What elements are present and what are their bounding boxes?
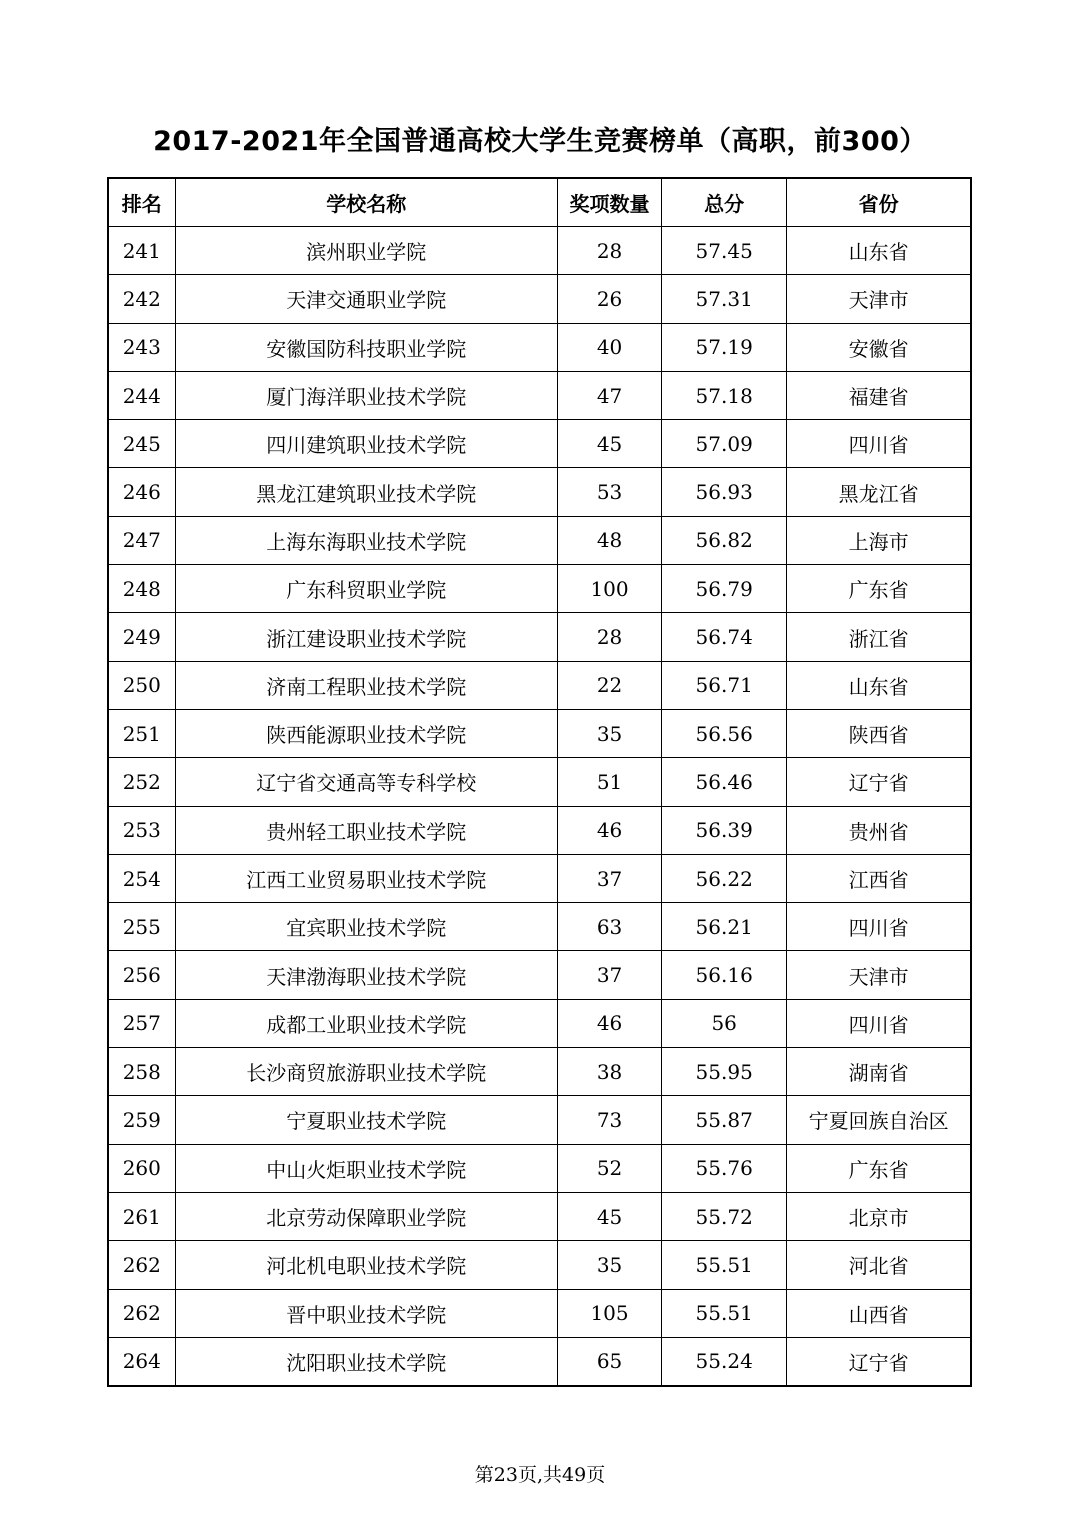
cell-score: 56.21 bbox=[662, 903, 787, 951]
cell-school: 长沙商贸旅游职业技术学院 bbox=[175, 1048, 557, 1096]
cell-school: 广东科贸职业学院 bbox=[175, 565, 557, 613]
cell-province: 广东省 bbox=[787, 1144, 971, 1192]
cell-school: 滨州职业学院 bbox=[175, 227, 557, 275]
cell-awards: 48 bbox=[558, 516, 662, 564]
table-row bbox=[108, 565, 971, 613]
cell-rank: 254 bbox=[108, 854, 175, 902]
cell-province: 辽宁省 bbox=[787, 758, 971, 806]
cell-score: 55.51 bbox=[662, 1289, 787, 1337]
table-row bbox=[108, 323, 971, 371]
cell-awards: 38 bbox=[558, 1048, 662, 1096]
page-title: 2017-2021年全国普通高校大学生竞赛榜单（高职，前300） bbox=[153, 126, 927, 157]
cell-province: 天津市 bbox=[787, 275, 971, 323]
cell-score: 55.87 bbox=[662, 1096, 787, 1144]
cell-awards: 28 bbox=[558, 227, 662, 275]
cell-awards: 51 bbox=[558, 758, 662, 806]
cell-province: 四川省 bbox=[787, 903, 971, 951]
cell-awards: 105 bbox=[558, 1289, 662, 1337]
cell-score: 55.24 bbox=[662, 1337, 787, 1386]
cell-score: 56.16 bbox=[662, 951, 787, 999]
cell-score: 56.22 bbox=[662, 854, 787, 902]
cell-rank: 252 bbox=[108, 758, 175, 806]
cell-school: 沈阳职业技术学院 bbox=[175, 1337, 557, 1386]
cell-rank: 260 bbox=[108, 1144, 175, 1192]
cell-province: 贵州省 bbox=[787, 806, 971, 854]
cell-school: 辽宁省交通高等专科学校 bbox=[175, 758, 557, 806]
cell-province: 湖南省 bbox=[787, 1048, 971, 1096]
cell-province: 黑龙江省 bbox=[787, 468, 971, 516]
cell-province: 江西省 bbox=[787, 854, 971, 902]
cell-score: 57.31 bbox=[662, 275, 787, 323]
cell-score: 56.74 bbox=[662, 613, 787, 661]
table-row bbox=[108, 999, 971, 1047]
cell-province: 天津市 bbox=[787, 951, 971, 999]
cell-rank: 259 bbox=[108, 1096, 175, 1144]
cell-school: 黑龙江建筑职业技术学院 bbox=[175, 468, 557, 516]
cell-province: 浙江省 bbox=[787, 613, 971, 661]
cell-score: 57.45 bbox=[662, 227, 787, 275]
cell-rank: 264 bbox=[108, 1337, 175, 1386]
cell-score: 56.39 bbox=[662, 806, 787, 854]
cell-school: 厦门海洋职业技术学院 bbox=[175, 371, 557, 419]
cell-school: 陕西能源职业技术学院 bbox=[175, 709, 557, 757]
cell-rank: 243 bbox=[108, 323, 175, 371]
header-rank: 排名 bbox=[108, 178, 175, 227]
cell-awards: 37 bbox=[558, 854, 662, 902]
cell-awards: 53 bbox=[558, 468, 662, 516]
cell-school: 上海东海职业技术学院 bbox=[175, 516, 557, 564]
cell-awards: 40 bbox=[558, 323, 662, 371]
cell-score: 55.95 bbox=[662, 1048, 787, 1096]
cell-awards: 73 bbox=[558, 1096, 662, 1144]
table-row bbox=[108, 275, 971, 323]
table-row bbox=[108, 709, 971, 757]
header-score: 总分 bbox=[662, 178, 787, 227]
cell-awards: 37 bbox=[558, 951, 662, 999]
cell-rank: 242 bbox=[108, 275, 175, 323]
cell-province: 四川省 bbox=[787, 999, 971, 1047]
cell-awards: 22 bbox=[558, 661, 662, 709]
table-row bbox=[108, 1096, 971, 1144]
cell-score: 56.71 bbox=[662, 661, 787, 709]
table-row bbox=[108, 903, 971, 951]
ranking-table bbox=[107, 177, 972, 1387]
table-row bbox=[108, 1144, 971, 1192]
cell-score: 57.19 bbox=[662, 323, 787, 371]
cell-province: 上海市 bbox=[787, 516, 971, 564]
cell-school: 安徽国防科技职业学院 bbox=[175, 323, 557, 371]
cell-rank: 261 bbox=[108, 1192, 175, 1240]
table-row bbox=[108, 227, 971, 275]
cell-school: 宁夏职业技术学院 bbox=[175, 1096, 557, 1144]
cell-score: 56.46 bbox=[662, 758, 787, 806]
table-row bbox=[108, 420, 971, 468]
cell-awards: 52 bbox=[558, 1144, 662, 1192]
cell-awards: 35 bbox=[558, 1241, 662, 1289]
cell-school: 北京劳动保障职业学院 bbox=[175, 1192, 557, 1240]
table-row bbox=[108, 661, 971, 709]
table-row bbox=[108, 951, 971, 999]
table-row bbox=[108, 516, 971, 564]
cell-score: 56.79 bbox=[662, 565, 787, 613]
table-row bbox=[108, 1048, 971, 1096]
cell-rank: 262 bbox=[108, 1241, 175, 1289]
table-row bbox=[108, 1289, 971, 1337]
cell-awards: 47 bbox=[558, 371, 662, 419]
cell-score: 57.18 bbox=[662, 371, 787, 419]
cell-province: 山西省 bbox=[787, 1289, 971, 1337]
cell-school: 江西工业贸易职业技术学院 bbox=[175, 854, 557, 902]
cell-rank: 258 bbox=[108, 1048, 175, 1096]
table-header-row bbox=[108, 178, 971, 227]
cell-province: 广东省 bbox=[787, 565, 971, 613]
cell-awards: 45 bbox=[558, 1192, 662, 1240]
table-row bbox=[108, 1192, 971, 1240]
cell-awards: 46 bbox=[558, 806, 662, 854]
cell-score: 56.93 bbox=[662, 468, 787, 516]
cell-school: 中山火炬职业技术学院 bbox=[175, 1144, 557, 1192]
cell-province: 福建省 bbox=[787, 371, 971, 419]
cell-score: 55.76 bbox=[662, 1144, 787, 1192]
cell-awards: 26 bbox=[558, 275, 662, 323]
cell-score: 55.72 bbox=[662, 1192, 787, 1240]
cell-awards: 46 bbox=[558, 999, 662, 1047]
cell-rank: 245 bbox=[108, 420, 175, 468]
cell-school: 晋中职业技术学院 bbox=[175, 1289, 557, 1337]
table-row bbox=[108, 758, 971, 806]
cell-school: 天津交通职业学院 bbox=[175, 275, 557, 323]
cell-school: 宜宾职业技术学院 bbox=[175, 903, 557, 951]
cell-rank: 247 bbox=[108, 516, 175, 564]
cell-rank: 250 bbox=[108, 661, 175, 709]
table-row bbox=[108, 806, 971, 854]
cell-province: 四川省 bbox=[787, 420, 971, 468]
cell-rank: 262 bbox=[108, 1289, 175, 1337]
cell-score: 57.09 bbox=[662, 420, 787, 468]
table-row bbox=[108, 1337, 971, 1386]
cell-rank: 244 bbox=[108, 371, 175, 419]
table-row bbox=[108, 613, 971, 661]
cell-rank: 249 bbox=[108, 613, 175, 661]
table-row bbox=[108, 468, 971, 516]
cell-rank: 257 bbox=[108, 999, 175, 1047]
cell-awards: 63 bbox=[558, 903, 662, 951]
header-awards: 奖项数量 bbox=[558, 178, 662, 227]
cell-province: 北京市 bbox=[787, 1192, 971, 1240]
cell-rank: 241 bbox=[108, 227, 175, 275]
cell-rank: 253 bbox=[108, 806, 175, 854]
cell-province: 山东省 bbox=[787, 661, 971, 709]
cell-school: 四川建筑职业技术学院 bbox=[175, 420, 557, 468]
cell-school: 贵州轻工职业技术学院 bbox=[175, 806, 557, 854]
cell-school: 济南工程职业技术学院 bbox=[175, 661, 557, 709]
page-footer: 第23页,共49页 bbox=[474, 1464, 606, 1486]
cell-score: 55.51 bbox=[662, 1241, 787, 1289]
cell-awards: 65 bbox=[558, 1337, 662, 1386]
cell-rank: 251 bbox=[108, 709, 175, 757]
cell-province: 山东省 bbox=[787, 227, 971, 275]
header-province: 省份 bbox=[787, 178, 971, 227]
cell-province: 河北省 bbox=[787, 1241, 971, 1289]
cell-province: 陕西省 bbox=[787, 709, 971, 757]
cell-school: 浙江建设职业技术学院 bbox=[175, 613, 557, 661]
cell-rank: 248 bbox=[108, 565, 175, 613]
cell-province: 安徽省 bbox=[787, 323, 971, 371]
cell-awards: 28 bbox=[558, 613, 662, 661]
table-row bbox=[108, 1241, 971, 1289]
cell-school: 成都工业职业技术学院 bbox=[175, 999, 557, 1047]
cell-awards: 45 bbox=[558, 420, 662, 468]
header-school: 学校名称 bbox=[175, 178, 557, 227]
cell-school: 天津渤海职业技术学院 bbox=[175, 951, 557, 999]
cell-score: 56 bbox=[662, 999, 787, 1047]
cell-awards: 100 bbox=[558, 565, 662, 613]
cell-rank: 256 bbox=[108, 951, 175, 999]
cell-rank: 246 bbox=[108, 468, 175, 516]
table-row bbox=[108, 854, 971, 902]
cell-province: 宁夏回族自治区 bbox=[787, 1096, 971, 1144]
cell-school: 河北机电职业技术学院 bbox=[175, 1241, 557, 1289]
table-row bbox=[108, 371, 971, 419]
cell-province: 辽宁省 bbox=[787, 1337, 971, 1386]
cell-rank: 255 bbox=[108, 903, 175, 951]
cell-score: 56.82 bbox=[662, 516, 787, 564]
cell-score: 56.56 bbox=[662, 709, 787, 757]
table-body bbox=[108, 227, 971, 1387]
cell-awards: 35 bbox=[558, 709, 662, 757]
